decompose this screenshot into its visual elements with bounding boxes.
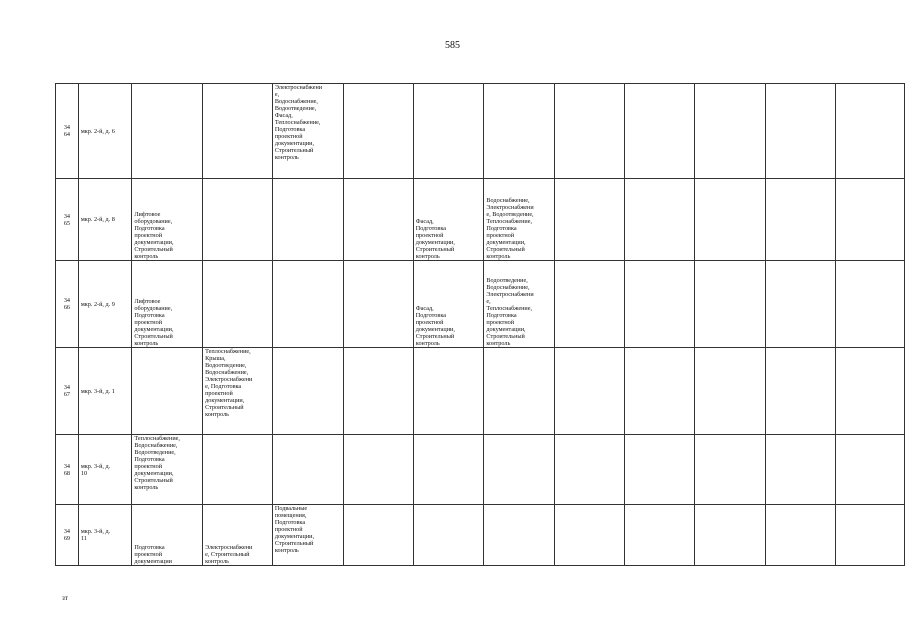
table-cell [555,505,625,566]
table-cell [413,435,484,505]
table-cell [272,179,343,261]
table-cell [625,84,695,179]
table-cell [272,348,343,435]
table-cell [765,435,835,505]
table-cell: Теплоснабжение, Крыша, Водоотведение, Водоснабжение, Электроснабжени е, Подготовка проектной документации, Строительный контроль [203,348,273,435]
table-cell: Лифтовое оборудование, Подготовка проектной документации, Строительный контроль [132,261,203,348]
table-row [56,505,905,566]
row-number: 34 67 [56,348,79,435]
table-cell [343,435,413,505]
table-cell [695,435,765,505]
table-cell [132,84,203,179]
table-cell [484,505,555,566]
row-address: мкр. 2-й, д. 8 [78,179,132,261]
table-cell [835,435,904,505]
table-cell [765,84,835,179]
table-cell [343,261,413,348]
row-number: 34 65 [56,179,79,261]
table-cell [343,505,413,566]
table-row [56,435,905,505]
table-cell: Теплоснабжение, Водоснабжение, Водоотведение, Подготовка проектной документации, Строительный контроль [132,435,203,505]
table-cell [765,348,835,435]
table-cell [835,261,904,348]
table-cell [625,179,695,261]
table-row [56,348,905,435]
table-cell [695,261,765,348]
table-cell [203,84,273,179]
footer-mark: зт [62,594,68,602]
table-cell [413,84,484,179]
table-cell [625,348,695,435]
table-row [56,179,905,261]
table-cell [413,348,484,435]
table-cell: Фасад, Подготовка проектной документации, Строительный контроль [413,179,484,261]
table-cell [343,84,413,179]
table-cell [835,348,904,435]
row-address: мкр. 2-й, д. 9 [78,261,132,348]
row-number: 34 64 [56,84,79,179]
table-cell: Лифтовое оборудование, Подготовка проектной документации, Строительный контроль [132,179,203,261]
table-cell [343,348,413,435]
row-number: 34 69 [56,505,79,566]
row-address: мкр. 3-й, д. 10 [78,435,132,505]
table-cell: Электроснабжени е, Водоснабжение, Водоотведение, Фасад, Теплоснабжение, Подготовка проектной документации, Строительный контроль [272,84,343,179]
table-cell [835,505,904,566]
table-cell: Фасад, Подготовка проектной документации, Строительный контроль [413,261,484,348]
table-cell [765,261,835,348]
page-number: 585 [445,40,460,51]
table-cell [203,261,273,348]
table-cell [555,84,625,179]
table-cell: Подготовка проектной документации [132,505,203,566]
table-cell: Водоотведение, Водоснабжение, Электроснабжени е, Теплоснабжение, Подготовка проектной документации, Строительный контроль [484,261,555,348]
row-number: 34 68 [56,435,79,505]
table-cell [695,348,765,435]
table-row [56,84,905,179]
row-address: мкр. 3-й, д. 1 [78,348,132,435]
table-cell [695,179,765,261]
table-cell [272,435,343,505]
table-cell [413,505,484,566]
table-cell [484,435,555,505]
table-cell [625,261,695,348]
table-cell: Водоснабжение, Электроснабжени е, Водоотведение, Теплоснабжение, Подготовка проектной документации, Строительный контроль [484,179,555,261]
table-cell [765,179,835,261]
table-cell [625,505,695,566]
table-cell [555,435,625,505]
table-row [56,261,905,348]
row-address: мкр. 3-й, д. 11 [78,505,132,566]
table-cell [555,348,625,435]
row-address: мкр. 2-й, д. 6 [78,84,132,179]
table-cell [484,348,555,435]
table-cell [343,179,413,261]
table-cell [272,261,343,348]
table-cell [203,435,273,505]
table-cell [555,261,625,348]
table-cell [835,179,904,261]
table-cell [695,84,765,179]
table-cell [835,84,904,179]
works-table [55,83,905,566]
row-number: 34 66 [56,261,79,348]
table-cell [765,505,835,566]
table-cell [132,348,203,435]
table-cell [555,179,625,261]
table-cell: Подвальные помещения, Подготовка проектной документации, Строительный контроль [272,505,343,566]
table-cell: Электроснабжени е, Строительный контроль [203,505,273,566]
table-cell [484,84,555,179]
table-cell [203,179,273,261]
table-cell [625,435,695,505]
table-cell [695,505,765,566]
